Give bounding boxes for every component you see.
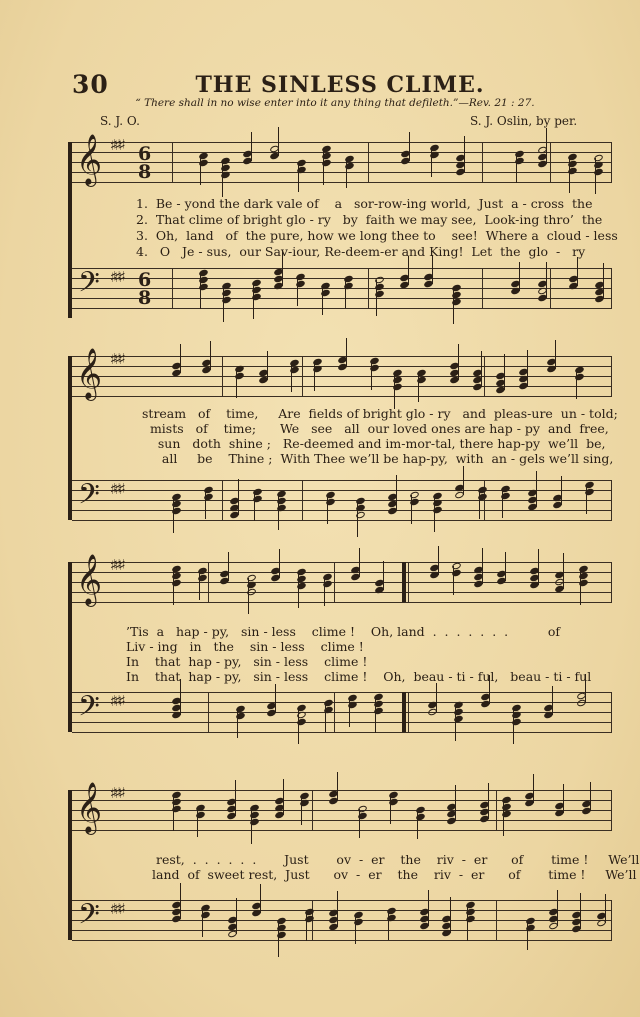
note-stem: [438, 546, 439, 575]
lyric-verse-4: In that hap - py, sin - less clime ! Oh, beau - ti - ful, beau - ti - ful: [126, 669, 592, 684]
note-stem: [275, 684, 276, 713]
note-stem: [355, 915, 356, 944]
note-stem: [585, 674, 586, 703]
note-stem: [383, 561, 384, 590]
note-stem: [434, 496, 435, 532]
note-stem: [390, 795, 391, 824]
note-stem: [205, 490, 206, 519]
note-stem: [337, 891, 338, 927]
treble-notes: [72, 562, 612, 602]
note-stem: [408, 256, 409, 285]
note-stem: [577, 257, 578, 286]
note-stem: [555, 340, 556, 369]
note-stem: [590, 782, 591, 811]
note-stem: [489, 675, 490, 704]
note-stem: [345, 279, 346, 308]
note-stem: [210, 341, 211, 370]
treble-staff: [72, 134, 612, 185]
lyric-verse-2: Liv - ing in the sin - less clime !: [126, 639, 364, 654]
note-stem: [301, 796, 302, 825]
key-signature-sharps-icon: ♯♯♯: [110, 784, 123, 802]
bass-staff: [72, 480, 612, 520]
note-stem: [536, 471, 537, 507]
note-stem: [504, 354, 505, 390]
note-stem: [327, 495, 328, 524]
note-stem: [552, 686, 553, 715]
note-stem: [324, 577, 325, 606]
note-stem: [453, 566, 454, 595]
note-stem: [563, 553, 564, 589]
note-stem: [197, 808, 198, 837]
note-stem: [479, 490, 480, 519]
note-stem: [516, 154, 517, 183]
lyric-verse-1: stream of time, Are fields of bright glo - ry and pleas-ure un - told;: [142, 406, 618, 421]
note-stem: [267, 351, 268, 380]
treble-notes: [72, 142, 612, 182]
note-stem: [200, 156, 201, 185]
note-stem: [260, 884, 261, 913]
note-stem: [376, 280, 377, 316]
note-stem: [298, 163, 299, 192]
note-stem: [580, 569, 581, 605]
note-stem: [279, 549, 280, 578]
note-stem: [173, 497, 174, 533]
words-credit: S. J. O.: [100, 114, 140, 128]
hymn-title: THE SINLESS CLIME.: [195, 72, 485, 98]
note-stem: [237, 709, 238, 738]
scripture-epigraph: “ There shall in no wise enter into it any thing that defileth.”—Rev. 21 : 27.: [135, 97, 535, 109]
note-stem: [502, 489, 503, 518]
bass-staff: [72, 268, 612, 308]
bass-clef-icon: 𝄢: [78, 898, 100, 938]
note-stem: [388, 911, 389, 940]
note-stem: [248, 578, 249, 614]
note-stem: [394, 373, 395, 409]
note-stem: [173, 569, 174, 605]
lyric-verse-1: ’Tis a hap - py, sin - less clime ! Oh, land . . . . . . . of: [126, 624, 560, 639]
note-stem: [576, 370, 577, 399]
note-stem: [513, 708, 514, 744]
treble-clef-icon: 𝄞: [76, 554, 103, 605]
bass-clef-icon: 𝄢: [78, 266, 100, 306]
music-credit: S. J. Oslin, by per.: [470, 114, 578, 128]
note-stem: [603, 263, 604, 299]
lyric-verse-1: rest, . . . . . . Just ov - er the riv - er of time ! We’ll: [156, 852, 640, 867]
bass-notes: [72, 692, 612, 732]
note-stem: [481, 351, 482, 387]
lyric-verse-2: land of sweet rest, Just ov - er the riv - er of time ! We’ll: [152, 867, 637, 882]
key-signature-sharps-icon: ♯♯♯: [110, 692, 123, 710]
note-stem: [546, 128, 547, 164]
page-number: 30: [72, 70, 109, 99]
bass-notes: [72, 268, 612, 308]
bass-clef-icon: 𝄢: [78, 690, 100, 730]
note-stem: [527, 350, 528, 386]
note-stem: [411, 495, 412, 524]
note-stem: [359, 809, 360, 838]
note-stem: [236, 369, 237, 398]
note-stem: [199, 571, 200, 600]
time-signature: 6 8: [138, 269, 152, 309]
key-signature-sharps-icon: ♯♯♯: [110, 900, 123, 918]
note-stem: [298, 572, 299, 608]
note-stem: [322, 286, 323, 315]
note-stem: [278, 127, 279, 156]
lyric-verse-4: all be Thine ; With Thee we’ll be hap-py, with an - gels we’ll sing,: [142, 451, 614, 466]
lyric-verse-2: mists of time; We see all our loved ones are hap - py and free,: [142, 421, 609, 436]
bass-notes: [72, 900, 612, 940]
note-stem: [464, 136, 465, 172]
note-stem: [605, 894, 606, 923]
lyric-verse-1: 1. Be - yond the dark vale of a sor-row-ing world, Just a - cross the: [136, 196, 593, 211]
note-stem: [251, 808, 252, 844]
note-stem: [337, 772, 338, 801]
note-stem: [375, 697, 376, 733]
note-stem: [323, 149, 324, 185]
treble-clef-icon: 𝄞: [76, 134, 103, 185]
note-stem: [418, 373, 419, 402]
note-stem: [200, 273, 201, 309]
lyric-verse-4: 4. O Je - sus, our Sav-iour, Re-deem-er and King! Let the glo - ry: [136, 244, 586, 259]
note-stem: [325, 703, 326, 732]
note-stem: [306, 912, 307, 941]
treble-staff: [72, 782, 612, 833]
note-stem: [505, 552, 506, 581]
treble-clef-icon: 𝄞: [76, 348, 103, 399]
note-stem: [180, 883, 181, 919]
key-signature-sharps-icon: ♯♯♯: [110, 268, 123, 286]
treble-clef-icon: 𝄞: [76, 782, 103, 833]
note-stem: [428, 890, 429, 926]
note-stem: [396, 475, 397, 511]
note-stem: [278, 494, 279, 530]
note-stem: [467, 905, 468, 941]
bass-notes: [72, 480, 612, 520]
note-stem: [458, 344, 459, 380]
note-stem: [431, 148, 432, 177]
note-stem: [236, 898, 237, 934]
note-stem: [202, 908, 203, 937]
note-stem: [569, 157, 570, 193]
note-stem: [561, 476, 562, 505]
note-stem: [298, 708, 299, 744]
note-stem: [278, 921, 279, 957]
key-signature-sharps-icon: ♯♯♯: [110, 136, 123, 154]
note-stem: [357, 501, 358, 537]
key-signature-sharps-icon: ♯♯♯: [110, 556, 123, 574]
note-stem: [173, 795, 174, 831]
note-stem: [417, 810, 418, 839]
note-stem: [349, 698, 350, 727]
note-stem: [463, 466, 464, 495]
note-stem: [436, 683, 437, 712]
note-stem: [253, 283, 254, 319]
note-stem: [346, 338, 347, 367]
note-stem: [409, 132, 410, 161]
lyric-verse-2: 2. That clime of bright glo - ry by faith we may see, Look-ing thro’ the: [136, 212, 603, 227]
note-stem: [488, 783, 489, 819]
note-stem: [180, 344, 181, 373]
note-stem: [282, 250, 283, 286]
note-stem: [283, 779, 284, 815]
note-stem: [563, 784, 564, 813]
bass-staff: [72, 900, 612, 940]
treble-notes: [72, 356, 612, 396]
note-stem: [222, 161, 223, 197]
note-stem: [519, 262, 520, 291]
note-stem: [238, 479, 239, 515]
lyric-verse-3: In that hap - py, sin - less clime !: [126, 654, 368, 669]
note-stem: [346, 159, 347, 188]
note-stem: [254, 492, 255, 521]
note-stem: [595, 158, 596, 194]
note-stem: [453, 288, 454, 324]
bass-clef-icon: 𝄢: [78, 478, 100, 518]
note-stem: [371, 361, 372, 390]
note-stem: [557, 890, 558, 926]
note-stem: [228, 552, 229, 581]
note-stem: [538, 549, 539, 585]
note-stem: [580, 893, 581, 929]
note-stem: [297, 277, 298, 306]
note-stem: [180, 679, 181, 715]
lyric-verse-3: 3. Oh, land of the pure, how we long thee to see! Where a cloud - less: [136, 228, 618, 243]
note-stem: [533, 774, 534, 803]
key-signature-sharps-icon: ♯♯♯: [110, 350, 123, 368]
note-stem: [291, 363, 292, 392]
treble-notes: [72, 790, 612, 830]
lyric-verse-3: sun doth shine ; Re-deemed and im-mor-tal, there hap-py we’ll be,: [142, 436, 606, 451]
note-stem: [450, 897, 451, 933]
note-stem: [223, 286, 224, 322]
note-stem: [432, 255, 433, 284]
treble-staff: [72, 348, 612, 399]
note-stem: [546, 262, 547, 298]
note-stem: [527, 921, 528, 950]
note-stem: [455, 785, 456, 821]
note-stem: [251, 132, 252, 161]
note-stem: [482, 548, 483, 584]
time-signature-bottom: 8: [138, 161, 152, 183]
note-stem: [359, 548, 360, 577]
note-stem: [503, 800, 504, 836]
key-signature-sharps-icon: ♯♯♯: [110, 480, 123, 498]
note-stem: [314, 362, 315, 391]
bass-staff: [72, 692, 612, 732]
note-stem: [235, 780, 236, 816]
treble-staff: [72, 554, 612, 605]
note-stem: [586, 485, 587, 514]
note-stem: [455, 705, 456, 741]
time-signature-top: 6: [138, 143, 152, 165]
